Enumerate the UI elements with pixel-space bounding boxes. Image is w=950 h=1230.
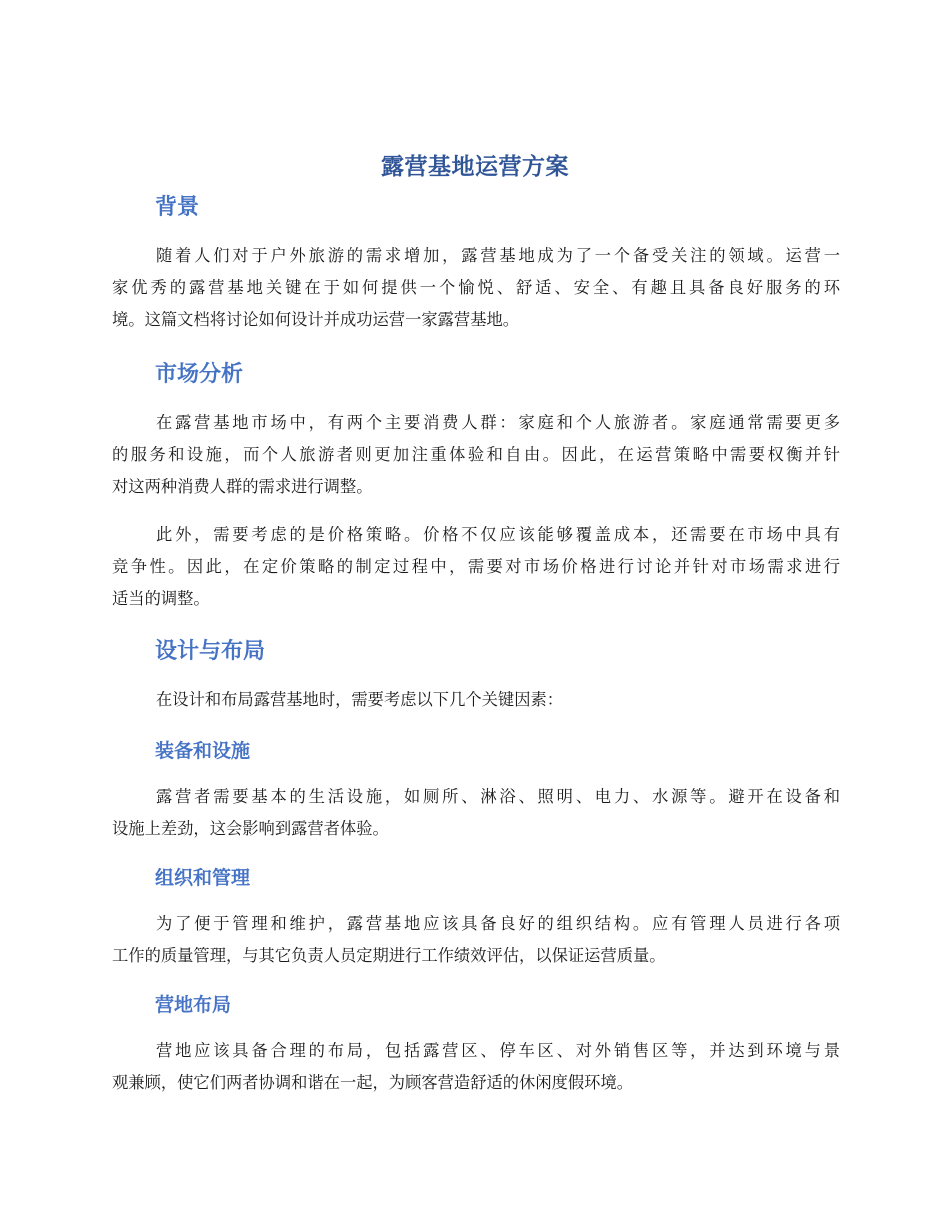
subheading-site-layout: 营地布局	[155, 994, 232, 1016]
paragraph-background	[112, 240, 840, 336]
paragraph-site-layout	[112, 1035, 840, 1099]
paragraph-line: 为了便于管理和维护，露营基地应该具备良好的组织结构。应有管理人员进行各项	[156, 914, 840, 933]
paragraph-line: 在设计和布局露营基地时，需要考虑以下几个关键因素：	[156, 690, 564, 709]
paragraph-market-1	[112, 407, 840, 503]
paragraph-line: 随着人们对于户外旅游的需求增加，露营基地成为了一个备受关注的领域。运营一	[156, 246, 840, 265]
subheading-organization: 组织和管理	[155, 867, 251, 889]
paragraph-line: 露营者需要基本的生活设施，如厕所、淋浴、照明、电力、水源等。避开在设备和	[156, 787, 840, 806]
paragraph-line: 工作的质量管理，与其它负责人员定期进行工作绩效评估，以保证运营质量。	[112, 946, 666, 965]
document-title: 露营基地运营方案	[381, 154, 569, 180]
paragraph-line: 对这两种消费人群的需求进行调整。	[112, 477, 373, 496]
paragraph-line: 此外，需要考虑的是价格策略。价格不仅应该能够覆盖成本，还需要在市场中具有	[156, 525, 840, 544]
paragraph-line: 观兼顾，使它们两者协调和谐在一起，为顾客营造舒适的休闲度假环境。	[112, 1073, 634, 1092]
paragraph-line: 的服务和设施，而个人旅游者则更加注重体验和自由。因此，在运营策略中需要权衡并针	[112, 445, 840, 464]
paragraph-line: 营地应该具备合理的布局，包括露营区、停车区、对外销售区等，并达到环境与景	[156, 1041, 840, 1060]
heading-design-layout: 设计与布局	[155, 639, 266, 664]
paragraph-equipment	[112, 781, 840, 845]
paragraph-organization	[112, 908, 840, 972]
paragraph-line: 在露营基地市场中，有两个主要消费人群：家庭和个人旅游者。家庭通常需要更多	[156, 413, 840, 432]
paragraph-line: 竞争性。因此，在定价策略的制定过程中，需要对市场价格进行讨论并针对市场需求进行	[112, 557, 840, 576]
heading-background: 背景	[155, 195, 200, 220]
paragraph-line: 境。这篇文档将讨论如何设计并成功运营一家露营基地。	[112, 310, 520, 329]
paragraph-line: 设施上差劲，这会影响到露营者体验。	[112, 819, 389, 838]
paragraph-line: 适当的调整。	[112, 589, 210, 608]
heading-market-analysis: 市场分析	[155, 362, 244, 387]
subheading-equipment: 装备和设施	[155, 740, 251, 762]
paragraph-line: 家优秀的露营基地关键在于如何提供一个愉悦、舒适、安全、有趣且具备良好服务的环	[112, 278, 840, 297]
paragraph-market-2	[112, 519, 840, 615]
paragraph-design-intro	[112, 684, 840, 716]
